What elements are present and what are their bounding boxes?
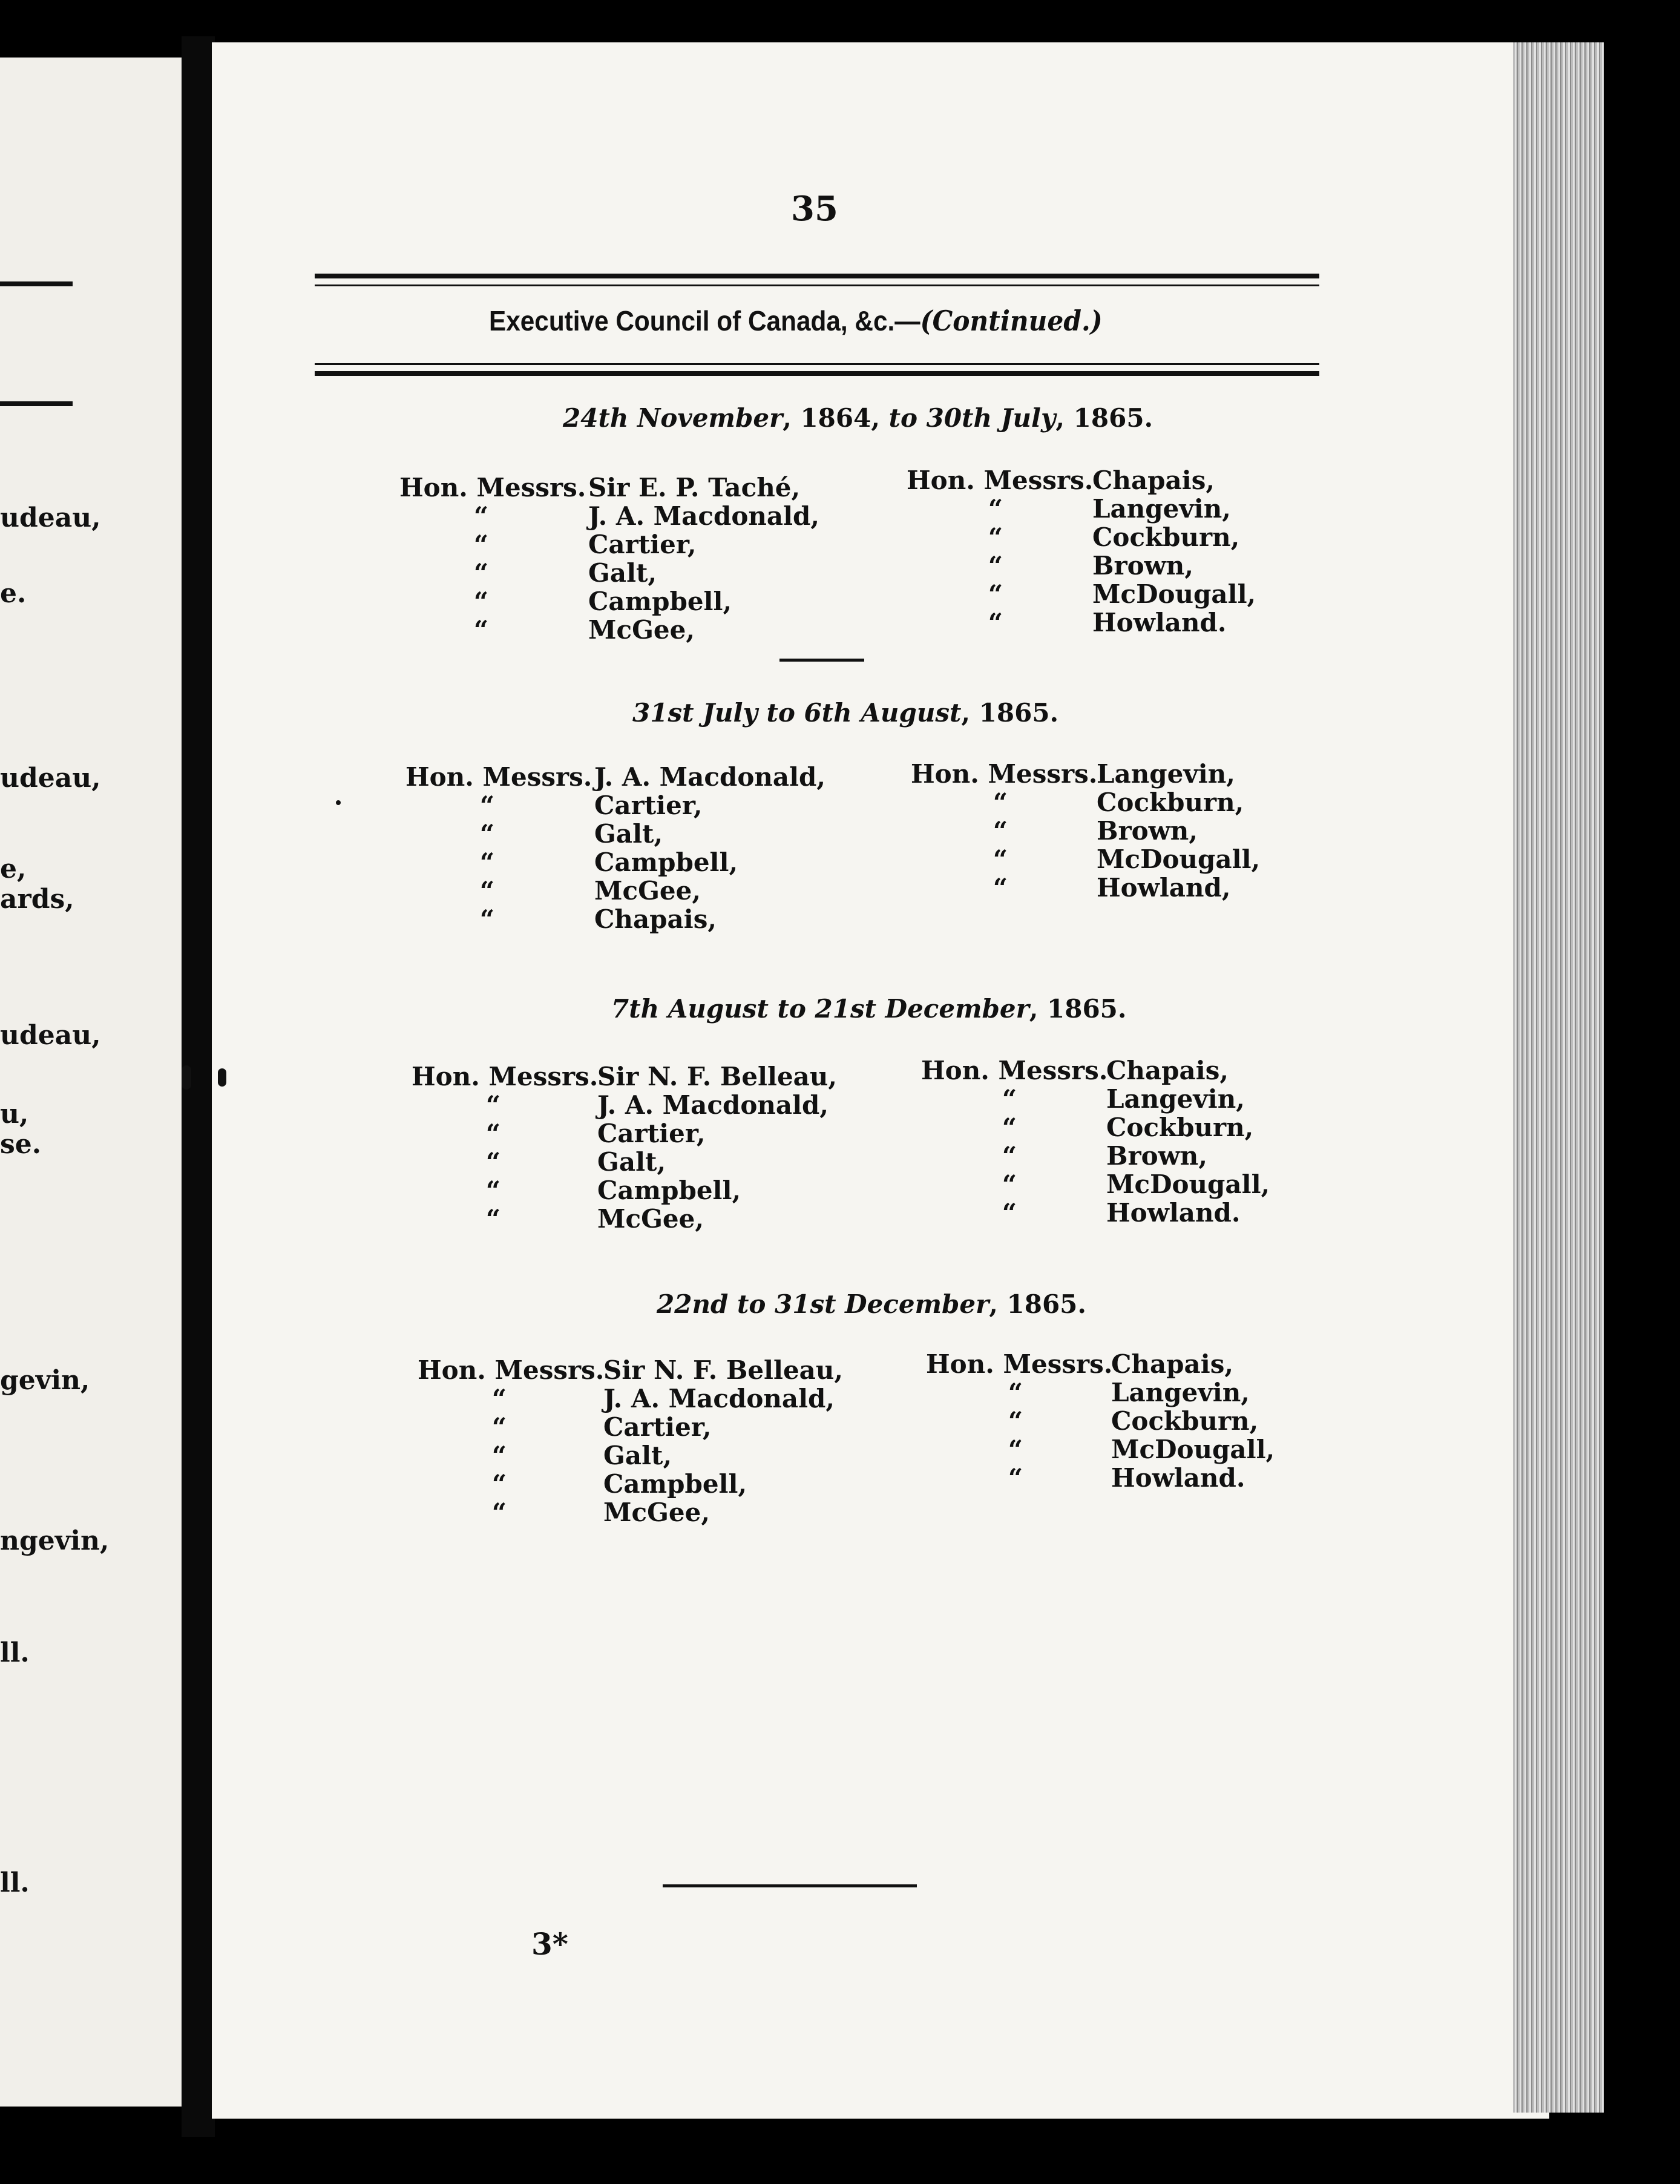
ditto-mark: “ xyxy=(485,1204,501,1234)
section-divider xyxy=(779,659,864,662)
member-name: J. A. Macdonald, xyxy=(597,1090,829,1120)
member-name: Langevin, xyxy=(1097,759,1235,789)
hon-messrs-label: Hon. Messrs. xyxy=(907,465,1094,495)
ditto-mark: “ xyxy=(1002,1198,1017,1228)
member-name: Galt, xyxy=(588,558,657,588)
ditto-mark: “ xyxy=(1002,1084,1017,1114)
period-date-start: 7th August xyxy=(611,994,769,1024)
ditto-marks xyxy=(979,788,1022,902)
period-year-end: , 1865. xyxy=(961,698,1059,728)
period-year-end: , 1865. xyxy=(1055,403,1153,433)
left-page-fragment: e. xyxy=(0,578,27,609)
ditto-mark: “ xyxy=(473,587,489,616)
left-page-fragment: ngevin, xyxy=(0,1525,110,1556)
hon-messrs-label: Hon. Messrs. xyxy=(911,759,1098,789)
hon-messrs-label: Hon. Messrs. xyxy=(921,1056,1108,1085)
ditto-mark: “ xyxy=(1008,1378,1023,1407)
member-name: Campbell, xyxy=(594,847,738,877)
member-name: McDougall, xyxy=(1097,844,1261,874)
hon-messrs-label: Hon. Messrs. xyxy=(926,1349,1113,1379)
period-year-end: , 1865. xyxy=(1029,994,1127,1024)
left-page-rule xyxy=(0,281,73,286)
member-name: Cartier, xyxy=(603,1412,712,1442)
left-page-fragment: gevin, xyxy=(0,1365,90,1396)
ditto-mark: “ xyxy=(485,1119,501,1148)
left-page-rule xyxy=(0,401,73,406)
left-page-fragment: u, xyxy=(0,1099,29,1130)
member-list-left xyxy=(594,763,825,933)
ditto-mark: “ xyxy=(485,1147,501,1177)
left-page-fragment: udeau, xyxy=(0,763,101,794)
member-name: Chapais, xyxy=(594,904,717,934)
period-heading xyxy=(657,1289,1086,1319)
ditto-marks xyxy=(988,1085,1031,1227)
ditto-mark: “ xyxy=(485,1176,501,1205)
member-name: McDougall, xyxy=(1106,1169,1270,1199)
member-name: Sir N. F. Belleau, xyxy=(603,1355,844,1385)
hon-messrs-label: Hon. Messrs. xyxy=(405,762,592,792)
member-name: J. A. Macdonald, xyxy=(588,501,820,531)
period-date-start: 24th November xyxy=(563,403,783,433)
period-year-start xyxy=(758,698,767,728)
member-name: Langevin, xyxy=(1111,1378,1250,1407)
member-name: Campbell, xyxy=(588,587,732,616)
member-name: Cockburn, xyxy=(1106,1113,1254,1142)
ditto-mark: “ xyxy=(491,1412,507,1442)
ditto-mark: “ xyxy=(1002,1113,1017,1142)
title-continued: (Continued.) xyxy=(920,304,1103,337)
member-name: McDougall, xyxy=(1111,1435,1275,1464)
ditto-marks xyxy=(466,791,508,933)
ditto-mark: “ xyxy=(491,1384,507,1413)
header-rule-top-thin xyxy=(315,285,1319,286)
ditto-mark: “ xyxy=(479,876,495,906)
member-name: Cockburn, xyxy=(1111,1406,1259,1436)
period-heading xyxy=(632,698,1058,728)
header-rule-bottom xyxy=(315,371,1319,376)
period-to: to xyxy=(888,403,918,433)
member-name: Cartier, xyxy=(594,791,703,820)
member-name: Sir E. P. Taché, xyxy=(588,473,801,502)
member-name: Galt, xyxy=(597,1147,666,1177)
period-year-start xyxy=(728,1289,737,1319)
ink-dot xyxy=(336,800,341,805)
hon-messrs-label: Hon. Messrs. xyxy=(418,1355,605,1385)
member-list-right xyxy=(1106,1056,1270,1227)
closing-rule xyxy=(663,1884,917,1887)
header-rule-top xyxy=(315,274,1319,278)
member-list-right xyxy=(1111,1350,1275,1492)
ditto-mark: “ xyxy=(993,844,1008,874)
period-heading xyxy=(611,994,1127,1024)
left-page-fragment: ll. xyxy=(0,1867,30,1898)
ditto-mark: “ xyxy=(993,873,1008,903)
binding-mark xyxy=(218,1068,226,1087)
period-to: to xyxy=(766,698,795,728)
hon-messrs-label: Hon. Messrs. xyxy=(412,1062,599,1091)
ditto-mark: “ xyxy=(1002,1141,1017,1171)
hon-messrs-label: Hon. Messrs. xyxy=(399,473,586,502)
member-name: McDougall, xyxy=(1092,579,1256,609)
member-name: McGee, xyxy=(588,615,695,645)
member-name: Chapais, xyxy=(1106,1056,1229,1085)
ditto-marks xyxy=(994,1378,1037,1492)
member-name: McGee, xyxy=(603,1498,710,1527)
ditto-mark: “ xyxy=(1008,1406,1023,1436)
ditto-marks xyxy=(472,1091,514,1233)
page-number: 35 xyxy=(791,189,838,229)
member-name: Chapais, xyxy=(1111,1349,1233,1379)
ditto-mark: “ xyxy=(491,1498,507,1527)
period-to: to xyxy=(777,994,806,1024)
member-name: Brown, xyxy=(1092,551,1193,581)
period-date-end: 21st December xyxy=(806,994,1029,1024)
member-name: Campbell, xyxy=(603,1469,747,1499)
ditto-mark: “ xyxy=(1008,1463,1023,1493)
member-name: J. A. Macdonald, xyxy=(594,762,826,792)
ditto-marks xyxy=(460,502,502,644)
left-page-fragment: ll. xyxy=(0,1637,30,1668)
period-date-end: 31st December xyxy=(766,1289,989,1319)
binding-mark xyxy=(182,1065,191,1090)
ditto-mark: “ xyxy=(473,530,489,559)
member-name: Brown, xyxy=(1106,1141,1207,1171)
member-name: Cartier, xyxy=(588,530,697,559)
ditto-mark: “ xyxy=(479,847,495,877)
member-list-left xyxy=(597,1062,837,1233)
ditto-mark: “ xyxy=(473,558,489,588)
ditto-mark: “ xyxy=(473,501,489,531)
member-name: Brown, xyxy=(1097,816,1198,846)
member-name: Galt, xyxy=(594,819,663,849)
period-year-start xyxy=(769,994,778,1024)
member-name: Chapais, xyxy=(1092,465,1215,495)
period-date-end: 30th July xyxy=(917,403,1056,433)
period-heading xyxy=(563,403,1153,433)
member-name: Howland. xyxy=(1111,1463,1245,1493)
member-name: McGee, xyxy=(594,876,701,906)
period-date-start: 31st July xyxy=(632,698,758,728)
signature-mark: 3* xyxy=(531,1926,568,1962)
ditto-mark: “ xyxy=(988,551,1003,581)
member-name: Cockburn, xyxy=(1097,788,1244,817)
ditto-mark: “ xyxy=(491,1441,507,1470)
left-facing-page xyxy=(0,58,182,2107)
ditto-mark: “ xyxy=(485,1090,501,1120)
period-date-start: 22nd xyxy=(657,1289,729,1319)
member-name: Sir N. F. Belleau, xyxy=(597,1062,838,1091)
left-page-fragment: udeau, xyxy=(0,1020,101,1051)
ditto-mark: “ xyxy=(479,904,495,934)
member-list-right xyxy=(1097,760,1260,902)
ditto-mark: “ xyxy=(993,788,1008,817)
member-list-left xyxy=(588,473,819,644)
ditto-mark: “ xyxy=(988,579,1003,609)
member-name: Howland. xyxy=(1092,608,1227,637)
ditto-mark: “ xyxy=(479,819,495,849)
ditto-mark: “ xyxy=(988,494,1003,524)
member-name: Howland, xyxy=(1097,873,1231,903)
page-edge xyxy=(1513,42,1604,2113)
member-name: Cockburn, xyxy=(1092,522,1240,552)
ditto-mark: “ xyxy=(473,615,489,645)
member-name: Langevin, xyxy=(1106,1084,1245,1114)
ditto-mark: “ xyxy=(993,816,1008,846)
member-name: Howland. xyxy=(1106,1198,1241,1228)
period-year-start: , 1864, xyxy=(783,403,889,433)
member-list-left xyxy=(603,1356,843,1527)
member-name: Langevin, xyxy=(1092,494,1231,524)
ditto-mark: “ xyxy=(988,522,1003,552)
left-page-fragment: se. xyxy=(0,1129,42,1160)
ditto-mark: “ xyxy=(491,1469,507,1499)
member-list-right xyxy=(1092,466,1256,637)
ditto-marks xyxy=(478,1384,520,1527)
ditto-marks xyxy=(974,495,1017,637)
section-title xyxy=(489,304,1103,337)
ditto-mark: “ xyxy=(988,608,1003,637)
member-name: McGee, xyxy=(597,1204,704,1234)
member-name: Cartier, xyxy=(597,1119,706,1148)
member-name: J. A. Macdonald, xyxy=(603,1384,835,1413)
period-to: to xyxy=(737,1289,766,1319)
header-rule-bottom-thin xyxy=(315,363,1319,365)
ditto-mark: “ xyxy=(1002,1169,1017,1199)
period-date-end: 6th August xyxy=(795,698,962,728)
ditto-mark: “ xyxy=(1008,1435,1023,1464)
ditto-mark: “ xyxy=(479,791,495,820)
title-main: Executive Council of Canada, &c.— xyxy=(489,305,920,337)
period-year-end: , 1865. xyxy=(989,1289,1087,1319)
left-page-fragment: udeau, xyxy=(0,502,101,533)
member-name: Galt, xyxy=(603,1441,672,1470)
left-page-fragment: ards, xyxy=(0,884,74,915)
member-name: Campbell, xyxy=(597,1176,741,1205)
left-page-fragment: e, xyxy=(0,854,27,884)
